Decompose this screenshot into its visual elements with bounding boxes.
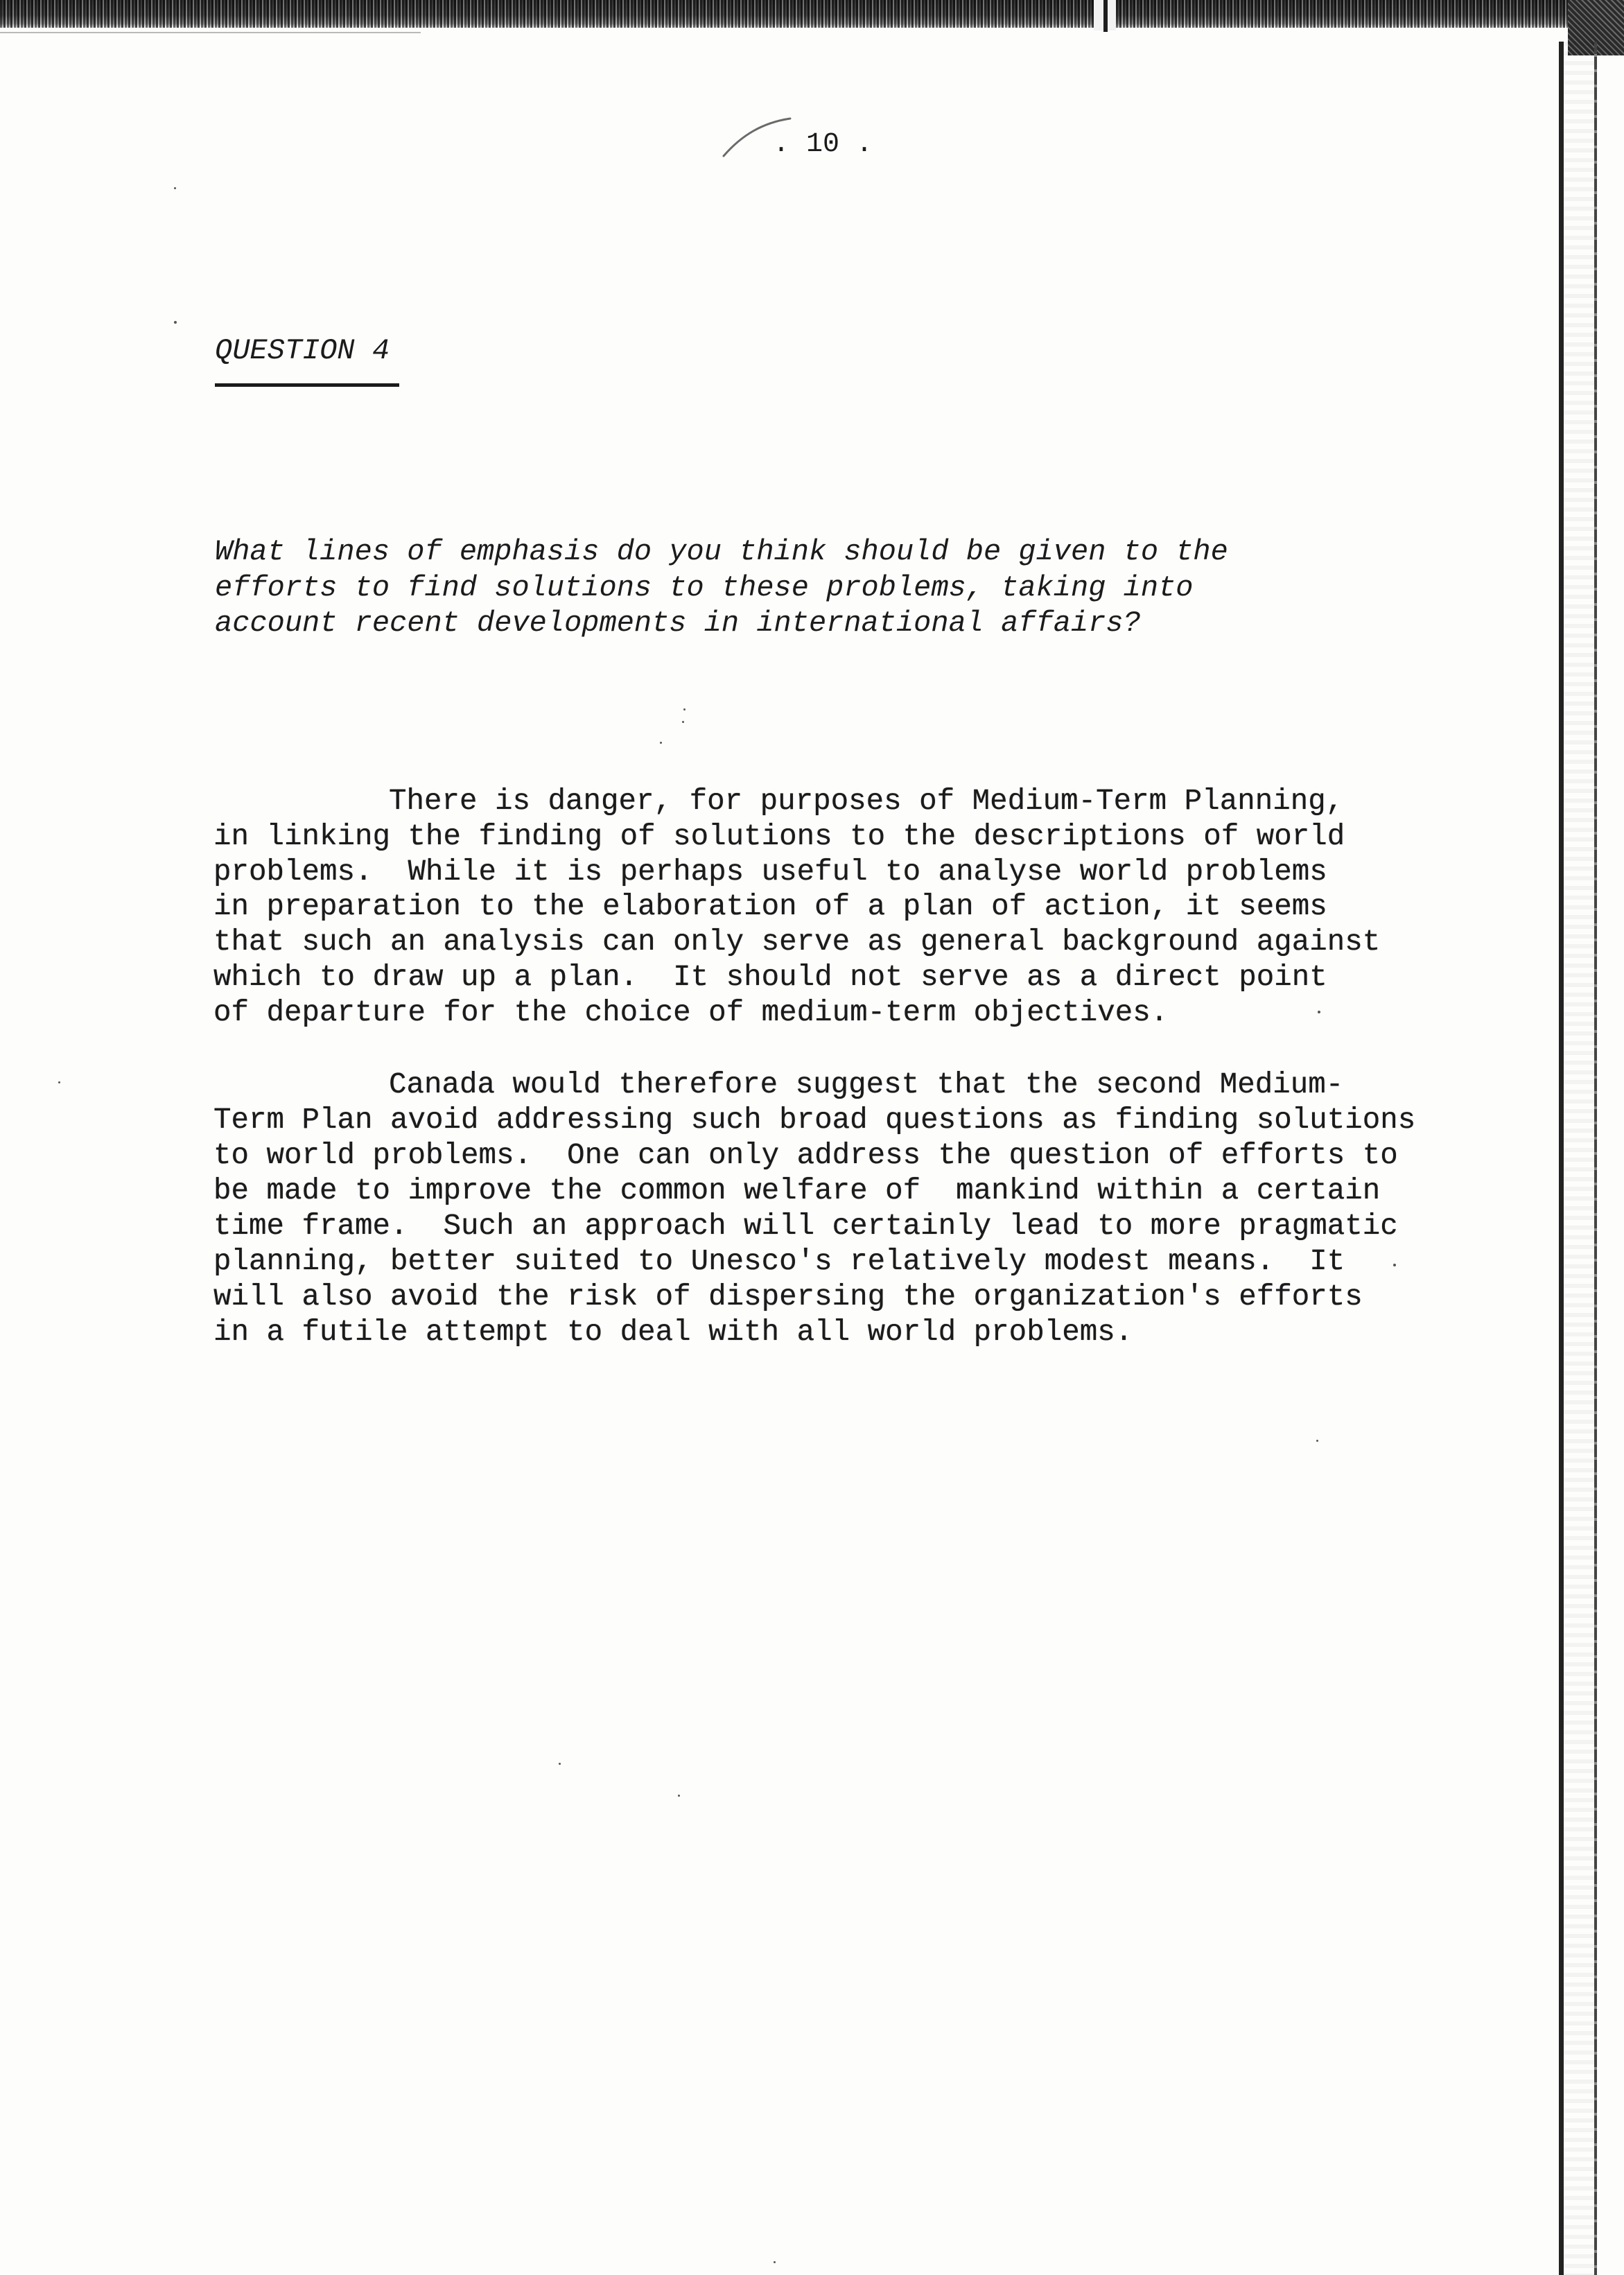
scan-speck [678,1795,680,1797]
paragraph-line: problems. While it is perhaps useful to analyse world problems [213,855,1327,889]
scan-top-edge [0,0,1568,28]
paragraph-line: planning, better suited to Unesco's relatively modest means. It [213,1245,1345,1278]
question-heading: QUESTION 4 [215,334,390,367]
paragraph-line: in a futile attempt to deal with all world problems. [213,1316,1133,1349]
paragraph-line: to world problems. One can only address the question of efforts to [213,1139,1398,1172]
paragraph-line: in preparation to the elaboration of a plan of action, it seems [213,890,1327,924]
question-line: What lines of emphasis do you think should be given to the [215,535,1228,568]
scan-right-edge-line [1559,42,1564,2275]
paragraph-line: There is danger, for purposes of Medium-Term Planning, [389,785,1344,818]
answer-paragraph-1 [213,784,1380,1031]
answer-paragraph-2 [213,1067,1415,1350]
scan-speck [660,742,662,744]
paragraph-line: of departure for the choice of medium-term objectives. [213,995,1169,1029]
paragraph-line: which to draw up a plan. It should not serve as a direct point [213,960,1327,994]
scan-speck [682,721,684,723]
paragraph-line: that such an analysis can only serve as general background against [213,925,1381,959]
question-line: account recent developments in international affairs? [215,607,1141,640]
question-heading-underline [215,383,399,387]
question-line: efforts to find solutions to these problems, taking into [215,570,1194,604]
scan-speck [1316,1440,1318,1442]
scan-faint-line [0,32,421,33]
paragraph-line: Canada would therefore suggest that the second Medium- [389,1068,1344,1101]
question-text [215,534,1228,642]
paragraph-line: be made to improve the common welfare of mankind within a certain [213,1174,1381,1208]
scan-top-notch-line [1103,0,1108,32]
scan-speck [559,1763,561,1765]
scan-speck [174,321,177,324]
scan-speck [774,2261,776,2263]
scan-speck [58,1081,60,1083]
scan-right-edge-line-thin [1594,42,1597,2275]
scan-speck [683,708,686,711]
scan-right-edge-shadow [1564,42,1596,2275]
page-number: . 10 . [773,129,873,160]
paragraph-line: in linking the finding of solutions to the descriptions of world [213,819,1345,853]
scan-speck [174,187,176,189]
paragraph-line: time frame. Such an approach will certainly lead to more pragmatic [213,1210,1398,1243]
paragraph-line: will also avoid the risk of dispersing the organization's efforts [213,1280,1363,1314]
paragraph-line: Term Plan avoid addressing such broad questions as finding solutions [213,1104,1416,1137]
